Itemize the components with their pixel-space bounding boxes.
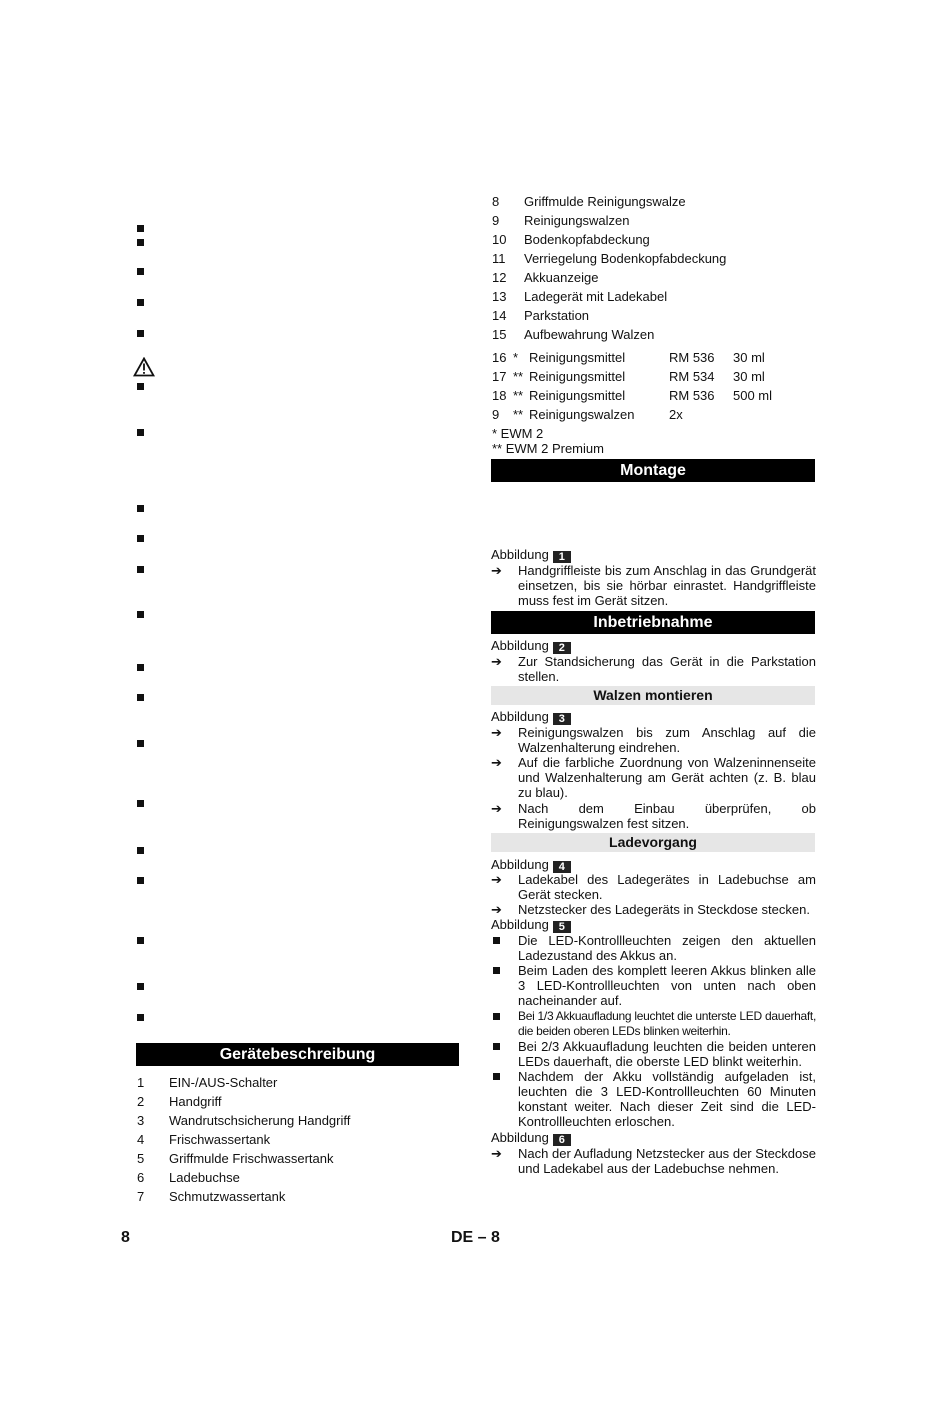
instruction-step: ➔ Zur Standsicherung das Gerät in die Parkstation stellen. — [491, 654, 816, 684]
bullet-marker — [137, 505, 144, 512]
instruction-step: ➔ Ladekabel des Ladegerätes in Ladebuchse am Gerät stecken. — [491, 872, 816, 902]
figure-reference: Abbildung 2 — [491, 638, 571, 654]
arrow-icon: ➔ — [491, 654, 502, 669]
figure-number-badge: 1 — [553, 551, 571, 563]
bullet-marker — [493, 1073, 500, 1080]
instruction-step: ➔ Nach der Aufladung Netzstecker aus der Steckdose und Ladekabel aus der Ladebuchse nehmen. — [491, 1146, 816, 1176]
bullet-marker — [137, 330, 144, 337]
bullet-marker — [137, 225, 144, 232]
page-code: DE – 8 — [451, 1229, 500, 1246]
arrow-icon: ➔ — [491, 755, 502, 770]
figure-number-badge: 5 — [553, 921, 571, 933]
bullet-marker — [137, 740, 144, 747]
figure-reference: Abbildung 1 — [491, 547, 571, 563]
figure-reference: Abbildung 3 — [491, 709, 571, 725]
arrow-icon: ➔ — [491, 902, 502, 917]
bullet-marker — [137, 566, 144, 573]
figure-number-badge: 2 — [553, 642, 571, 654]
bullet-marker — [137, 983, 144, 990]
parts-list-right: 8 Griffmulde Reinigungswalze 9 Reinigungswalzen 10 Bodenkopfabdeckung 11 Verriegelung Bodenkopfabdeckung 12 Akkuanzeige 13 Ladegerät mit Ladekabel 14 Parkstation 15 Aufbewahrung Walzen — [492, 194, 727, 342]
arrow-icon: ➔ — [491, 563, 502, 578]
subsection-header-walzen-montieren: Walzen montieren — [491, 686, 815, 705]
bullet-marker — [137, 847, 144, 854]
bullet-marker — [137, 239, 144, 246]
parts-list-left: 1 EIN-/AUS-Schalter 2 Handgriff 3 Wandrutschsicherung Handgriff 4 Frischwassertank 5 Griffmulde Frischwassertank 6 Ladebuchse 7 Schmutzwassertank — [137, 1075, 351, 1204]
instruction-step: ➔ Handgriffleiste bis zum Anschlag in das Grundgerät einsetzen, bis sie hörbar einrastet. Handgriffleiste muss fest im Gerät sitzen. — [491, 563, 816, 608]
footnote: ** EWM 2 Premium — [492, 441, 604, 456]
instruction-step: ➔ Nach dem Einbau überprüfen, ob Reinigungswalzen fest sitzen. — [491, 801, 816, 831]
bullet-marker — [137, 937, 144, 944]
bullet-marker — [137, 1014, 144, 1021]
figure-reference: Abbildung 4 — [491, 857, 571, 873]
led-bullet-item: Bei 1/3 Akkuaufladung leuchtet die unterste LED dauerhaft, die beiden oberen LEDs blinken weiterhin. — [491, 1009, 817, 1039]
bullet-marker — [493, 967, 500, 974]
arrow-icon: ➔ — [491, 725, 502, 740]
accessories-table: 16 * Reinigungsmittel RM 536 30 ml 17 ** Reinigungsmittel RM 534 30 ml 18 ** Reinigungsmittel RM 536 500 ml 9 ** Reinigungswalzen 2x — [492, 350, 773, 422]
bullet-marker — [493, 1013, 500, 1020]
subsection-header-ladevorgang: Ladevorgang — [491, 833, 815, 852]
section-header-montage: Montage — [491, 459, 815, 482]
section-header-inbetriebnahme: Inbetriebnahme — [491, 611, 815, 634]
section-header-geraetebeschreibung: Gerätebeschreibung — [136, 1043, 459, 1066]
warning-icon — [133, 357, 155, 377]
bullet-marker — [137, 694, 144, 701]
instruction-step: ➔ Netzstecker des Ladegeräts in Steckdose stecken. — [491, 902, 810, 917]
footnote: * EWM 2 — [492, 426, 544, 441]
bullet-marker — [137, 800, 144, 807]
bullet-marker — [137, 877, 144, 884]
figure-number-badge: 3 — [553, 713, 571, 725]
instruction-step: ➔ Reinigungswalzen bis zum Anschlag auf die Walzenhalterung eindrehen. — [491, 725, 816, 755]
bullet-marker — [493, 1043, 500, 1050]
bullet-marker — [137, 268, 144, 275]
arrow-icon: ➔ — [491, 1146, 502, 1161]
instruction-step: ➔ Auf die farbliche Zuordnung von Walzeninnenseite und Walzenhalterung am Gerät achten (z. B. blau zu blau). — [491, 755, 816, 800]
figure-reference: Abbildung 5 — [491, 917, 571, 933]
bullet-marker — [137, 429, 144, 436]
bullet-marker — [137, 299, 144, 306]
figure-reference: Abbildung 6 — [491, 1130, 571, 1146]
arrow-icon: ➔ — [491, 872, 502, 887]
page-number: 8 — [121, 1229, 130, 1246]
led-bullet-item: Bei 2/3 Akkuaufladung leuchten die beiden unteren LEDs dauerhaft, die oberste LED blinkt weiterhin. — [491, 1039, 817, 1069]
bullet-marker — [137, 664, 144, 671]
bullet-marker — [137, 611, 144, 618]
figure-number-badge: 6 — [553, 1134, 571, 1146]
bullet-marker — [493, 937, 500, 944]
arrow-icon: ➔ — [491, 801, 502, 816]
bullet-marker — [137, 383, 144, 390]
bullet-marker — [137, 535, 144, 542]
led-bullet-item: Beim Laden des komplett leeren Akkus blinken alle 3 LED-Kontrollleuchten von unten nach oben nacheinander auf. — [491, 963, 817, 1009]
figure-number-badge: 4 — [553, 861, 571, 873]
led-bullet-item: Nachdem der Akku vollständig aufgeladen ist, leuchten die 3 LED-Kontrollleuchten 60 Minuten konstant weiter. Nach dieser Zeit sind die LED-Kontrollleuchten erloschen. — [491, 1069, 817, 1130]
led-bullet-item: Die LED-Kontrollleuchten zeigen den aktuellen Ladezustand des Akkus an. — [491, 933, 817, 963]
